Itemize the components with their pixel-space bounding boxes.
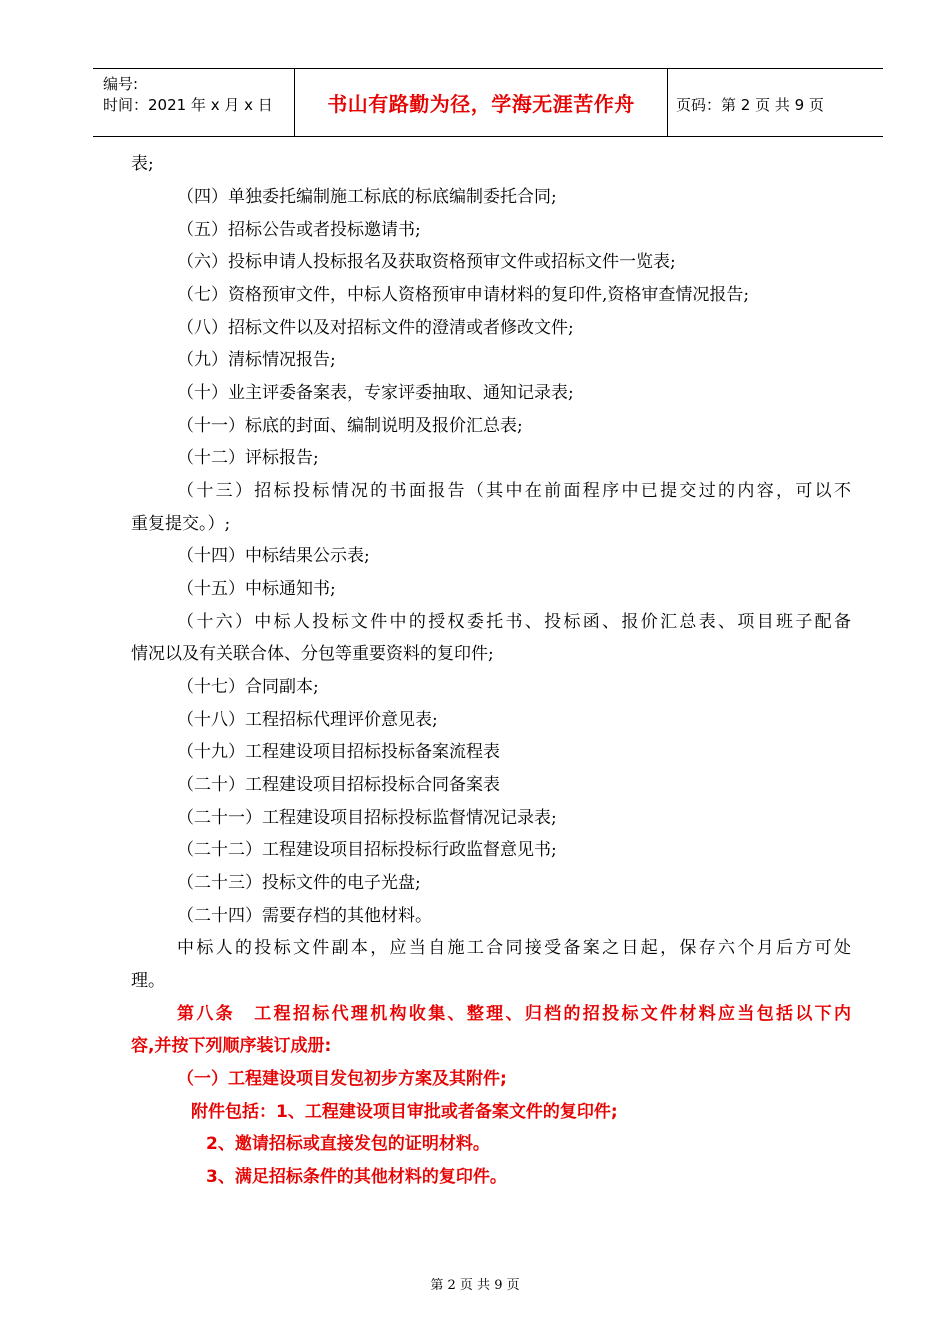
list-item-continuation: 情况以及有关联合体、分包等重要资料的复印件; [131, 644, 494, 664]
header-page-cell [668, 69, 883, 136]
list-item: （二十一）工程建设项目招标投标监督情况记录表; [177, 808, 557, 828]
list-item: （十六）中标人投标文件中的授权委托书、投标函、报价汇总表、项目班子配备 [177, 612, 851, 632]
list-item: （十八）工程招标代理评价意见表; [177, 710, 438, 730]
document-code-label: 编号: [103, 75, 139, 93]
document-time-label: 时间：2021 年 x 月 x 日 [103, 96, 273, 114]
header-page-number: 页码：第 2 页 共 9 页 [676, 96, 824, 114]
page-header [93, 68, 883, 137]
list-item: （六）投标申请人投标报名及获取资格预审文件或招标文件一览表; [177, 252, 676, 272]
list-item: （四）单独委托编制施工标底的标底编制委托合同; [177, 187, 557, 207]
list-item: （十二）评标报告; [177, 448, 319, 468]
article-heading: 第八条 工程招标代理机构收集、整理、归档的招投标文件材料应当包括以下内 [177, 1004, 851, 1024]
header-motto: 书山有路勤为径，学海无涯苦作舟 [327, 92, 635, 116]
body-line: 表; [131, 154, 154, 174]
list-item: （二十）工程建设项目招标投标合同备案表 [177, 775, 500, 795]
article-heading-continuation: 容,并按下列顺序装订成册: [131, 1036, 332, 1056]
list-item: （二十四）需要存档的其他材料。 [177, 906, 432, 926]
list-item: （十九）工程建设项目招标投标备案流程表 [177, 742, 500, 762]
list-item: （十三）招标投标情况的书面报告（其中在前面程序中已提交过的内容，可以不 [177, 481, 851, 501]
attachment-item: 2、邀请招标或直接发包的证明材料。 [206, 1134, 490, 1154]
paragraph-continuation: 理。 [131, 971, 165, 991]
list-item: （二十二）工程建设项目招标投标行政监督意见书; [177, 840, 557, 860]
list-item: （五）招标公告或者投标邀请书; [177, 220, 421, 240]
list-item: （十七）合同副本; [177, 677, 319, 697]
attachment-item: 附件包括：1、工程建设项目审批或者备案文件的复印件; [191, 1102, 618, 1122]
list-item: （八）招标文件以及对招标文件的澄清或者修改文件; [177, 318, 574, 338]
list-item: （七）资格预审文件，中标人资格预审申请材料的复印件,资格审查情况报告; [177, 285, 750, 305]
page-footer: 第 2 页 共 9 页 [430, 1278, 520, 1293]
article-item: （一）工程建设项目发包初步方案及其附件; [177, 1069, 507, 1089]
header-meta-cell [93, 69, 295, 136]
list-item: （十）业主评委备案表，专家评委抽取、通知记录表; [177, 383, 574, 403]
attachment-item: 3、满足招标条件的其他材料的复印件。 [206, 1167, 507, 1187]
list-item: （十五）中标通知书; [177, 579, 336, 599]
list-item: （十一）标底的封面、编制说明及报价汇总表; [177, 416, 523, 436]
paragraph: 中标人的投标文件副本，应当自施工合同接受备案之日起，保存六个月后方可处 [177, 938, 851, 958]
header-motto-cell [295, 69, 668, 136]
list-item: （九）清标情况报告; [177, 350, 336, 370]
list-item: （十四）中标结果公示表; [177, 546, 370, 566]
list-item-continuation: 重复提交。）; [131, 514, 231, 534]
list-item: （二十三）投标文件的电子光盘; [177, 873, 421, 893]
